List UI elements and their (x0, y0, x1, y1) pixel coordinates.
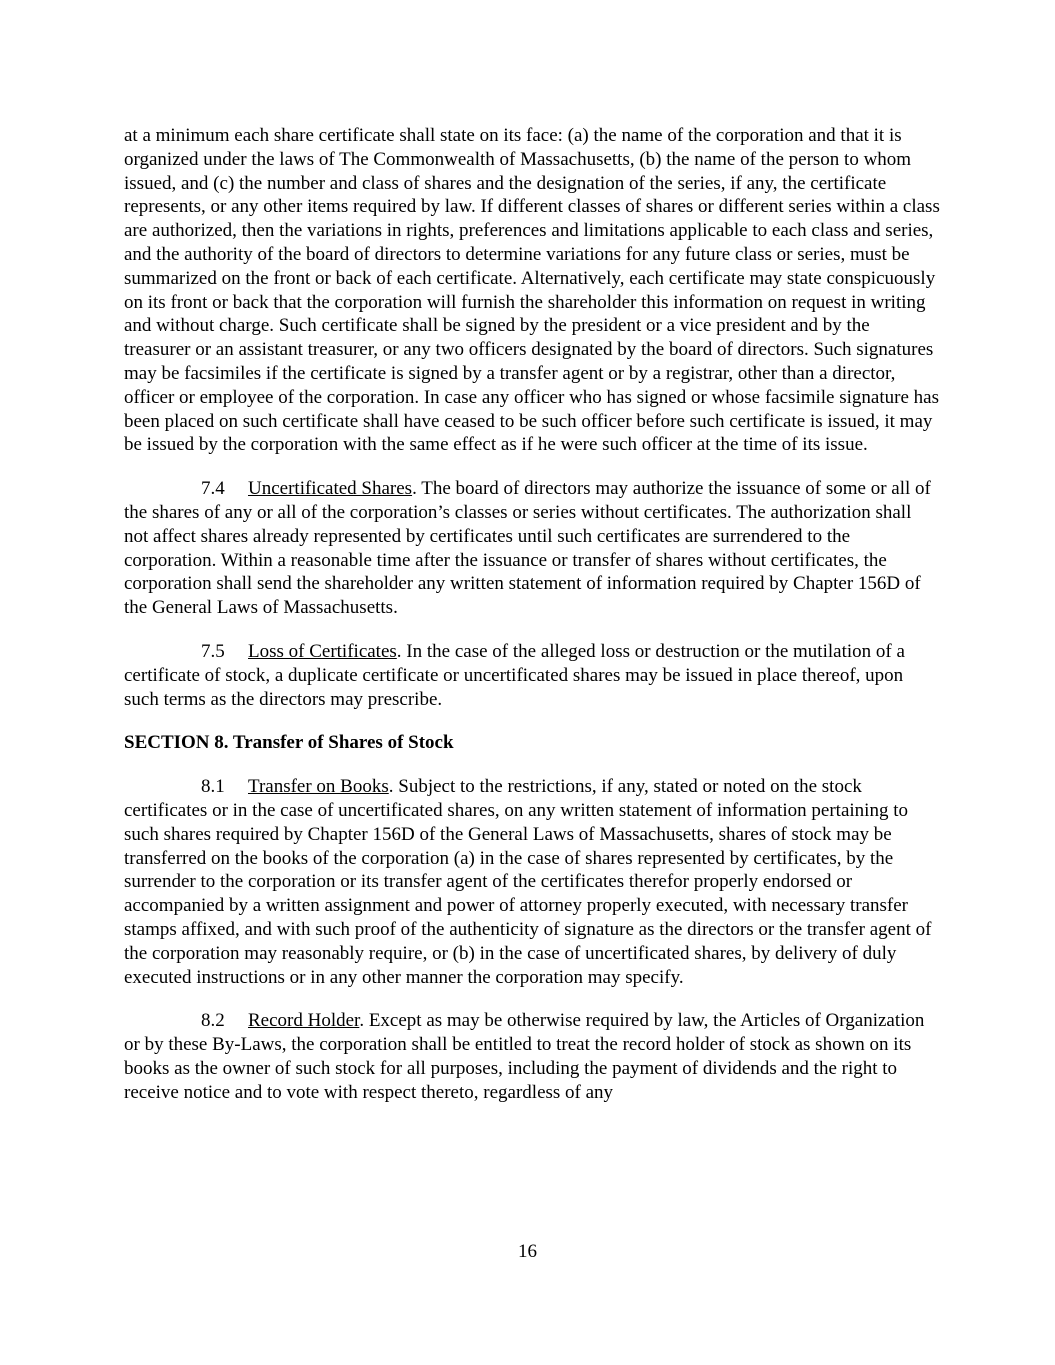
section-7-4-paragraph (124, 477, 940, 620)
section-8-heading: SECTION 8. Transfer of Shares of Stock (124, 732, 454, 754)
section-7-4-title: Uncertificated Shares (248, 478, 413, 500)
section-8-2-number: 8.2 (201, 1010, 225, 1032)
section-7-5-number: 7.5 (201, 640, 225, 662)
section-7-4-text: . The board of directors may authorize the issuance of some or all of the shares of any or all of the corporation’s classes or series without certificates. The authorization shall not affect shares already represented by certificates until such certificates are surrendered to the corporation. Within a reasonable time after the issuance or transfer of shares without certificates, the corporation shall send the shareholder any written statement of information required by Chapter 156D of the General Laws of Massachusetts. (124, 478, 931, 619)
section-8-1-paragraph (124, 775, 940, 989)
section-7-5-text: . In the case of the alleged loss or destruction or the mutilation of a certificate of stock, a duplicate certificate or uncertificated shares may be issued in place thereof, upon such terms as the directors may prescribe. (124, 640, 905, 710)
section-8-2-paragraph (124, 1009, 940, 1104)
section-7-5-paragraph (124, 640, 940, 711)
page-number: 16 (518, 1241, 537, 1262)
intro-paragraph: at a minimum each share certificate shall state on its face: (a) the name of the corporation and that it is organized under the laws of The Commonwealth of Massachusetts, (b) the name of the person to whom issued, and (c) the number and class of shares and the designation of the series, if any, the certificate represents, or any other items required by law. If different classes of shares or different series within a class are authorized, then the variations in rights, preferences and limitations applicable to each class and series, and the authority of the board of directors to determine variations for any future class or series, must be summarized on the front or back of each certificate. Alternatively, each certificate may state conspicuously on its front or back that the corporation will furnish the shareholder this information on request in writing and without charge. Such certificate shall be signed by the president or a vice president and by the treasurer or an assistant treasurer, or any two officers designated by the board of directors. Such signatures may be facsimiles if the certificate is signed by a transfer agent or by a registrar, other than a director, officer or employee of the corporation. In case any officer who has signed or whose facsimile signature has been placed on such certificate shall have ceased to be such officer before such certificate is issued, it may be issued by the corporation with the same effect as if he were such officer at the time of its issue. (124, 125, 940, 456)
section-8-1-number: 8.1 (201, 776, 225, 798)
section-8-1-text: . Subject to the restrictions, if any, stated or noted on the stock certificates or in the case of uncertificated shares, on any written statement of information pertaining to such shares required by Chapter 156D of the General Laws of Massachusetts, shares of stock may be transferred on the books of the corporation (a) in the case of shares represented by certificates, by the surrender to the corporation or its transfer agent of the certificates therefor properly endorsed or accompanied by a written assignment and power of attorney properly executed, with necessary transfer stamps affixed, and with such proof of the authenticity of signature as the directors or the transfer agent of the corporation may reasonably require, or (b) in the case of uncertificated shares, by delivery of duly executed instructions or in any other manner the corporation may specify. (124, 776, 932, 988)
section-7-5-title: Loss of Certificates (248, 640, 397, 662)
section-8-1-title: Transfer on Books (248, 776, 389, 798)
document-page (124, 124, 940, 1104)
section-7-4-number: 7.4 (201, 478, 225, 500)
section-8-2-text: . Except as may be otherwise required by law, the Articles of Organization or by these By-Laws, the corporation shall be entitled to treat the record holder of stock as shown on its books as the owner of such stock for all purposes, including the payment of dividends and the right to receive notice and to vote with respect thereto, regardless of any (124, 1010, 925, 1103)
section-8-2-title: Record Holder (248, 1010, 360, 1032)
